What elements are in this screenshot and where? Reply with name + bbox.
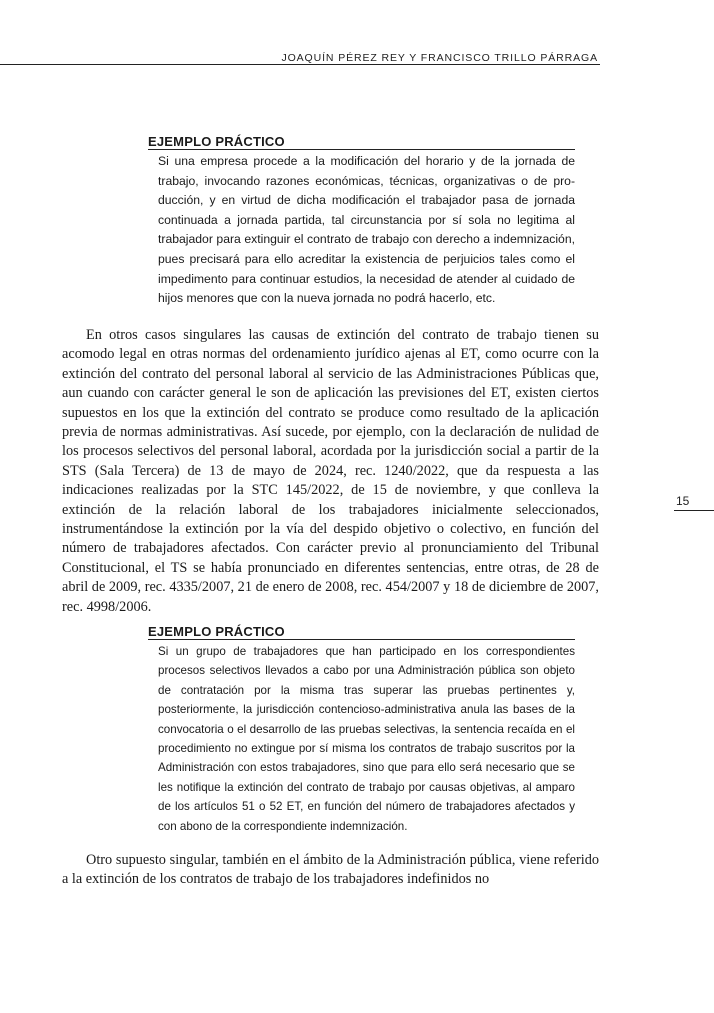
example-heading	[148, 134, 575, 152]
header-rule	[0, 64, 600, 65]
body-paragraph: En otros casos singulares las causas de extinción del contrato de trabajo tienen su acomodo legal en otras normas del ordenamiento jurídico ajenas al ET, como ocurre con la extinción del contrato del personal laboral al servicio de las Administraciones Públicas que, aun cuando con carácter general le son de aplicación las previsiones del ET, existen ciertos supuestos en los que la extinción del contrato se produce como resultado de la aplicación previa de normas administrativas. Así sucede, por ejemplo, con la declaración de nulidad de los procesos selectivos del personal laboral, acordada por la jurisdicción social a partir de la STS (Sala Tercera) de 13 de mayo de 2024, rec. 1240/2022, que da respuesta a las indicaciones realizadas por la STC 145/2022, de 15 de noviembre, y que conlleva la extinción de la relación laboral de los trabajadores inicialmente seleccionados, instrumentándose la extinción por la vía del despido objetivo o colectivo, en función del número de trabajadores afectados. Con carácter previo al pronunciamiento del Tribunal Constitucional, el TS se había pronunciado en diferentes sentencias, entre otras, de 28 de abril de 2009, rec. 4335/2007, 21 de enero de 2008, rec. 454/2007 y 18 de diciembre de 2007, rec. 4998/2006.	[62, 327, 599, 615]
running-header: JOAQUÍN PÉREZ REY Y FRANCISCO TRILLO PÁRRAGA	[281, 52, 598, 64]
body-paragraph: Otro supuesto singular, también en el ámbito de la Administración pública, viene referido a la extinción de los contratos de trabajo de los trabajadores indefinidos no	[62, 852, 599, 888]
example-heading	[148, 624, 575, 642]
practical-example-box	[148, 624, 575, 836]
example-text: Si un grupo de trabajadores que han participado en los correspondientes procesos selectivos llevados a cabo por una Administración pública son objeto de contratación por la misma tras superar las pruebas pertinentes y, posteriormente, la jurisdicción contencioso-administrativa anula las bases de la convocatoria o el desarrollo de las pruebas selectivas, la sentencia recaída en el procedimiento no extingue por sí misma los contratos de trabajo suscritos por la Administración con estos trabajadores, sino que para ello será necesario que se les notifique la extinción del contrato de trabajo por causas objetivas, al amparo de los artículos 51 o 52 ET, en función del número de trabajadores afectados y con abono de la correspondiente indemnización.	[158, 645, 575, 833]
example-rule	[148, 639, 575, 640]
practical-example-box	[148, 134, 575, 309]
example-rule	[148, 149, 575, 150]
example-title: EJEMPLO PRÁCTICO	[148, 134, 285, 149]
example-text: Si una empresa procede a la modificación del horario y de la jornada de trabajo, invocando razones económicas, técnicas, organizativas o de producción, y en virtud de dicha modificación el trabajador pasa de jornada continuada a jornada partida, tal circunstancia por sí sola no legitima al trabajador para extinguir el contrato de trabajo con derecho a indemnización, pues precisará para ello acreditar la existencia de perjuicios tales como el impedimento para continuar estudios, la necesidad de atender al cuidado de hijos menores que con la nueva jornada no podrá hacerlo, etc.	[158, 154, 575, 306]
page-number: 15	[676, 494, 690, 508]
example-title: EJEMPLO PRÁCTICO	[148, 624, 285, 639]
page-number-rule	[674, 510, 714, 511]
